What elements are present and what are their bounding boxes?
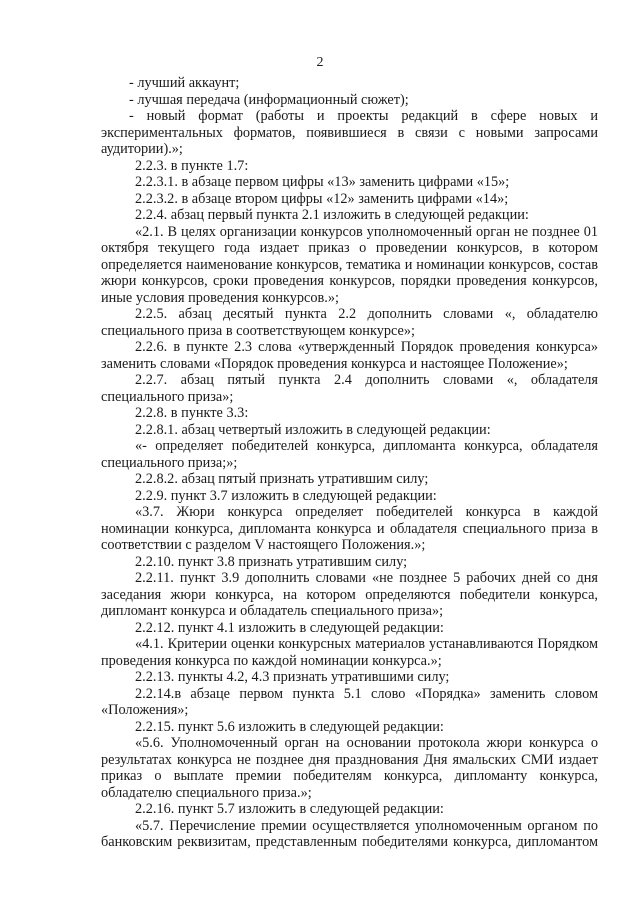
paragraph: 2.2.8.2. абзац пятый признать утратившим силу; [135, 471, 429, 487]
paragraph: 2.2.14.в абзаце первом пункта 5.1 слово «Порядка» заменить словом «Положения»; [101, 685, 598, 718]
paragraph: «2.1. В целях организации конкурсов уполномоченный орган не позднее 01 октября текущего года издает приказ о проведении конкурсов, в котором определяется наименование конкурсов, тематика и номинации конкурсов, состав жюри конкурсов, сроки проведения конкурсов, порядки проведения конкурсов, иные условия проведения конкурсов.»; [101, 223, 598, 306]
paragraph: 2.2.3.2. в абзаце втором цифры «12» заменить цифрами «14»; [135, 190, 509, 207]
paragraph: 2.2.10. пункт 3.8 признать утратившим силу; [135, 553, 408, 570]
paragraph: «4.1. Критерии оценки конкурсных материалов устанавливаются Порядком проведения конкурса по каждой номинации конкурса.»; [101, 636, 598, 669]
paragraph: «5.6. Уполномоченный орган на основании протокола жюри конкурса о результатах конкурса не позднее дня празднования Дня ямальских СМИ издает приказ о выплате премии победителям конкурса, дипломанту конкурса, обладателю специального приза.»; [101, 735, 598, 801]
paragraph: 2.2.3. в пункте 1.7: [135, 157, 249, 174]
paragraph: 2.2.7. абзац пятый пункта 2.4 дополнить словами «, обладателя специального приза»; [101, 372, 598, 405]
paragraph: 2.2.15. пункт 5.6 изложить в следующей редакции: [135, 718, 444, 735]
paragraph: «- определяет победителей конкурса, дипломанта конкурса, обладателя специального приза;»; [101, 438, 598, 471]
paragraph: «5.7. Перечисление премии осуществляется уполномоченным органом по банковским реквизитам, представленным победителями конкурса, дипломантом [101, 817, 598, 850]
page-number: 2 [316, 55, 324, 70]
paragraph: 2.2.9. пункт 3.7 изложить в следующей редакции: [135, 487, 437, 504]
paragraph: 2.2.4. абзац первый пункта 2.1 изложить в следующей редакции: [135, 207, 529, 223]
paragraph: 2.2.16. пункт 5.7 изложить в следующей редакции: [135, 801, 444, 817]
paragraph: 2.2.13. пункты 4.2, 4.3 признать утратившими силу; [135, 669, 450, 685]
paragraph: «3.7. Жюри конкурса определяет победителей конкурса в каждой номинации конкурса, дипломанта конкурса и обладателя специального приза в соответствии с разделом V настоящего Положения.»; [101, 504, 598, 553]
document-body [101, 75, 598, 851]
paragraph: 2.2.12. пункт 4.1 изложить в следующей редакции: [135, 619, 444, 636]
paragraph: 2.2.5. абзац десятый пункта 2.2 дополнить словами «, обладателю специального приза в соответствующем конкурсе»; [101, 306, 598, 339]
paragraph: 2.2.11. пункт 3.9 дополнить словами «не позднее 5 рабочих дней со дня заседания жюри конкурса, на котором определяются победители конкурса, дипломант конкурса и обладатель специального приза»; [101, 570, 598, 619]
paragraph: 2.2.3.1. в абзаце первом цифры «13» заменить цифрами «15»; [135, 174, 510, 190]
paragraph: - лучший аккаунт; [129, 75, 240, 91]
paragraph: 2.2.8.1. абзац четвертый изложить в следующей редакции: [135, 421, 491, 438]
paragraph: 2.2.8. в пункте 3.3: [135, 405, 249, 421]
paragraph: - новый формат (работы и проекты редакций в сфере новых и экспериментальных форматов, появившиеся в связи с новыми запросами аудитории).»; [101, 108, 598, 157]
paragraph: - лучшая передача (информационный сюжет); [129, 91, 409, 108]
paragraph: 2.2.6. в пункте 2.3 слова «утвержденный Порядок проведения конкурса» заменить словами «Порядок проведения конкурса и настоящее Положение»; [101, 339, 598, 372]
